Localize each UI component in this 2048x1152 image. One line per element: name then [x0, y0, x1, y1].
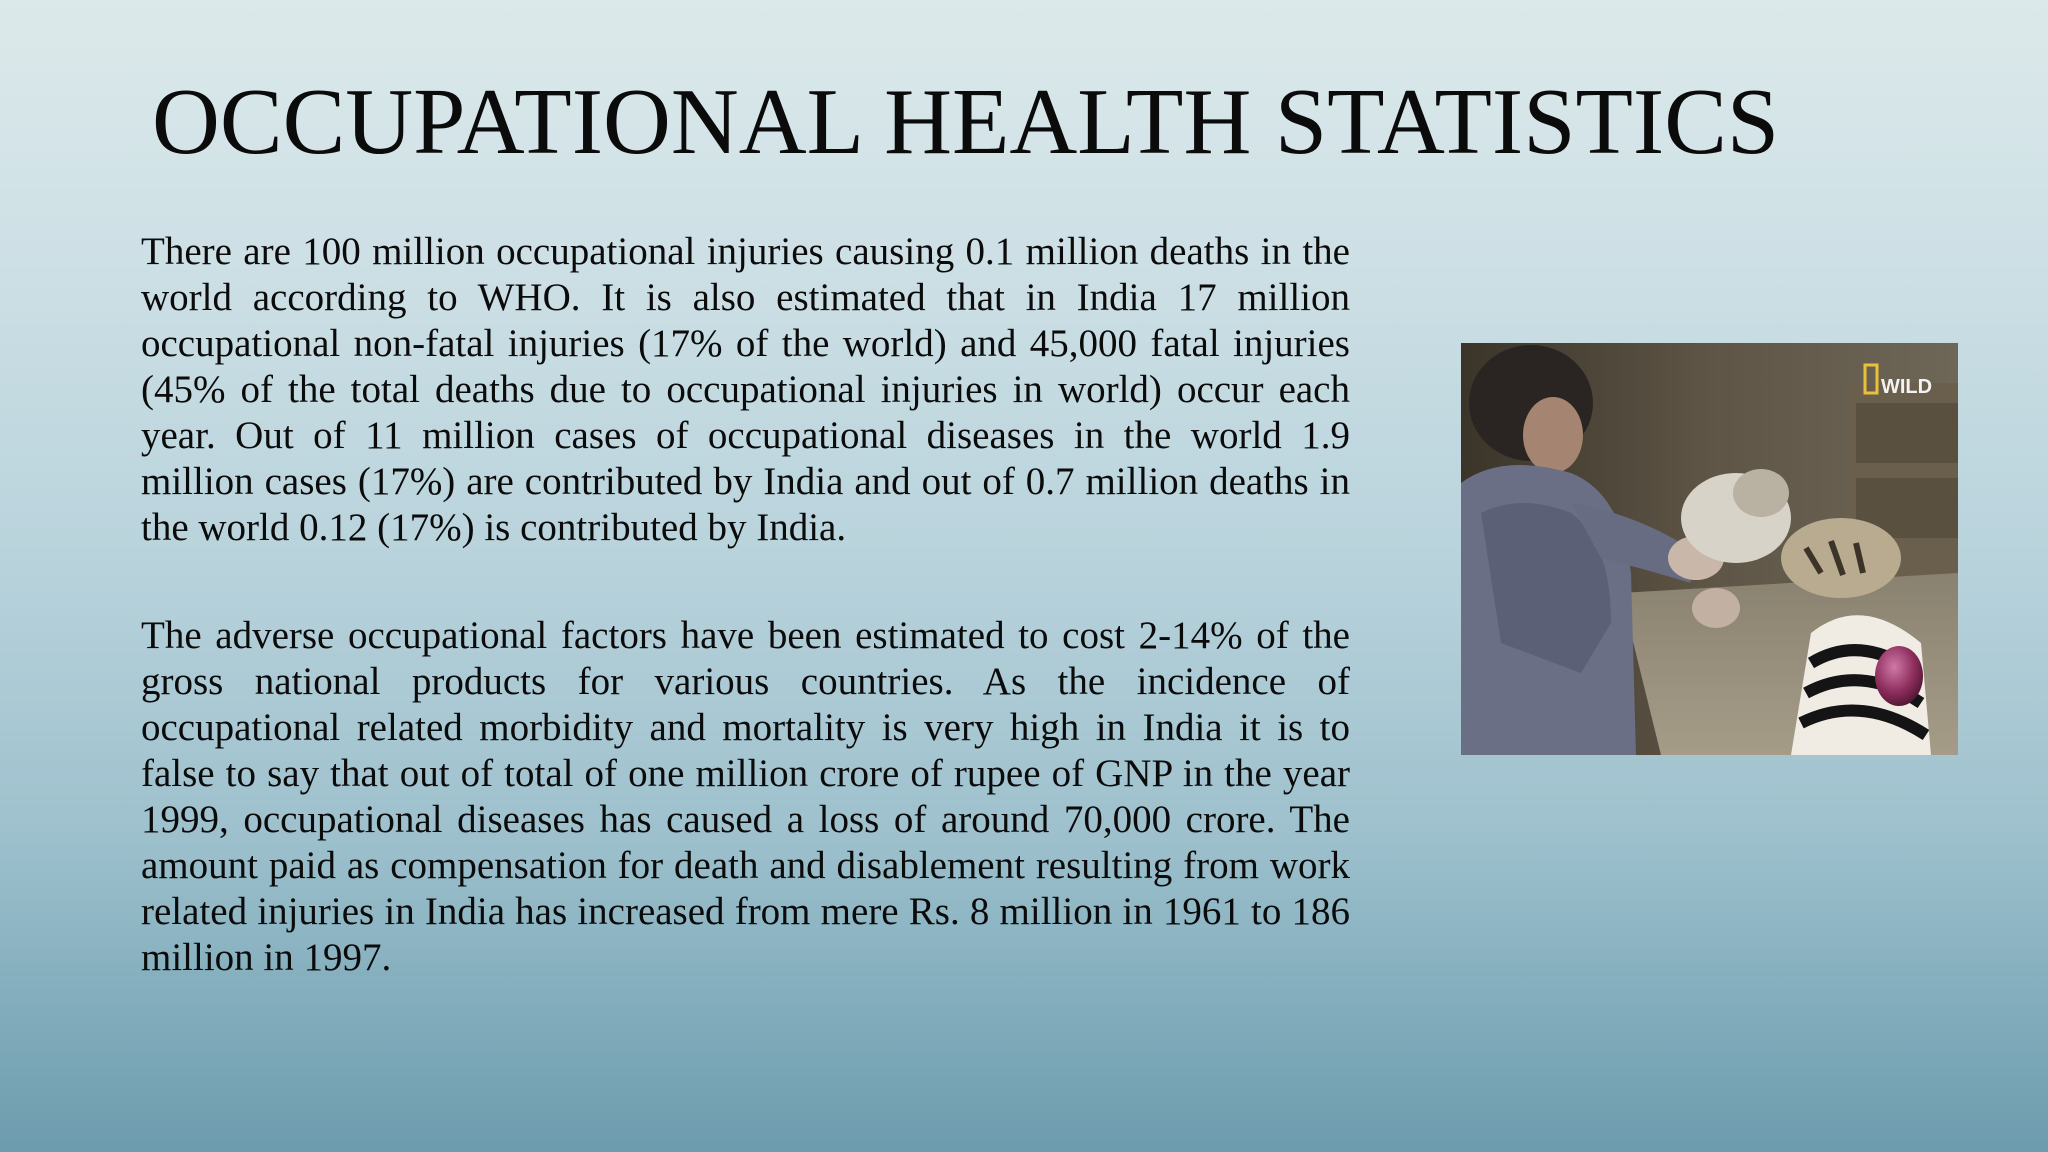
- body-text: [141, 229, 1350, 981]
- video-still-photo: [1461, 343, 1958, 755]
- watermark-text: WILD: [1881, 376, 1933, 398]
- slide-title: OCCUPATIONAL HEALTH STATISTICS: [152, 70, 1780, 174]
- paragraph-economic-cost: The adverse occupational factors have been estimated to cost 2-14% of the gross national products for various countries. As the incidence of occupational related morbidity and mortality is very high in India it is to false to say that out of total of one million crore of rupee of GNP in the year 1999, occupational diseases has caused a loss of around 70,000 crore. The amount paid as compensation for death and disablement resulting from work related injuries in India has increased from mere Rs. 8 million in 1961 to 186 million in 1997.: [141, 614, 1350, 979]
- photo-illustration: [1461, 343, 1958, 755]
- paragraph-who-statistics: There are 100 million occupational injuries causing 0.1 million deaths in the world according to WHO. It is also estimated that in India 17 million occupational non-fatal injuries (17% of the world) and 45,000 fatal injuries (45% of the total deaths due to occupational injuries in world) occur each year. Out of 11 million cases of occupational diseases in the world 1.9 million cases (17%) are contributed by India and out of 0.7 million deaths in the world 0.12 (17%) is contributed by India.: [141, 230, 1350, 549]
